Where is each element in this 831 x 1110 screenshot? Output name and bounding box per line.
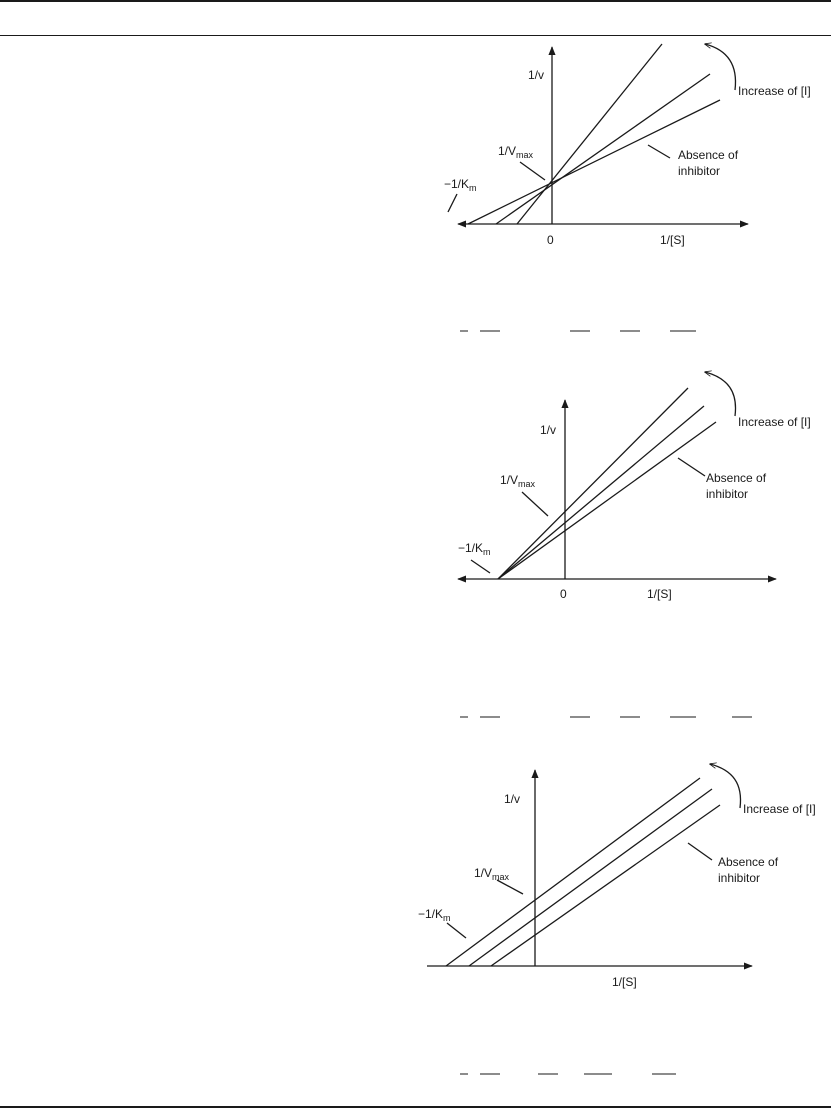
intercept-label: $1/V_{max}$ xyxy=(500,473,536,489)
absence-line xyxy=(468,100,720,224)
km-leader xyxy=(448,194,457,212)
km-label: $-1/K_m$ xyxy=(418,907,451,923)
x-axis-label: 1/[S] xyxy=(660,233,685,247)
intercept-leader xyxy=(520,162,545,180)
absence-leader xyxy=(678,458,705,476)
origin-label: 0 xyxy=(547,233,554,247)
absence-label-line2: inhibitor xyxy=(706,487,749,501)
absence-line xyxy=(491,805,720,966)
km-leader xyxy=(447,923,466,938)
km-leader xyxy=(471,560,490,573)
diagram-uncompetitive xyxy=(427,764,752,966)
increase-arrow xyxy=(705,372,736,416)
increase-label: Increase of [I] xyxy=(738,415,811,429)
increase-label: Increase of [I] xyxy=(738,84,811,98)
km-label: $-1/K_m$ xyxy=(444,177,477,193)
absence-leader xyxy=(648,145,670,158)
increase-arrow xyxy=(710,764,741,808)
origin-label: 0 xyxy=(560,587,567,601)
intercept-label: $1/V_{max}$ xyxy=(474,866,510,882)
x-axis-label: 1/[S] xyxy=(647,587,672,601)
absence-label-line2: inhibitor xyxy=(718,871,761,885)
absence-label-line1: Absence of xyxy=(718,855,779,869)
diagram-competitive xyxy=(448,44,748,224)
intercept-leader xyxy=(522,492,548,516)
diagram-competitive-labels xyxy=(444,68,811,247)
inhibitor-line-mid xyxy=(498,406,704,579)
y-axis-label: 1/v xyxy=(540,423,557,437)
absence-label-line2: inhibitor xyxy=(678,164,721,178)
absence-leader xyxy=(688,843,712,860)
absence-label-line1: Absence of xyxy=(706,471,767,485)
x-axis-label: 1/[S] xyxy=(612,975,637,989)
increase-label: Increase of [I] xyxy=(743,802,816,816)
absence-label-line1: Absence of xyxy=(678,148,739,162)
km-label: $-1/K_m$ xyxy=(458,541,491,557)
increase-arrow xyxy=(705,44,736,90)
intercept-leader xyxy=(497,880,523,894)
y-axis-label: 1/v xyxy=(528,68,545,82)
diagram-noncompetitive-labels xyxy=(458,415,811,601)
intercept-label: $1/V_{max}$ xyxy=(498,144,534,160)
y-axis-label: 1/v xyxy=(504,792,521,806)
